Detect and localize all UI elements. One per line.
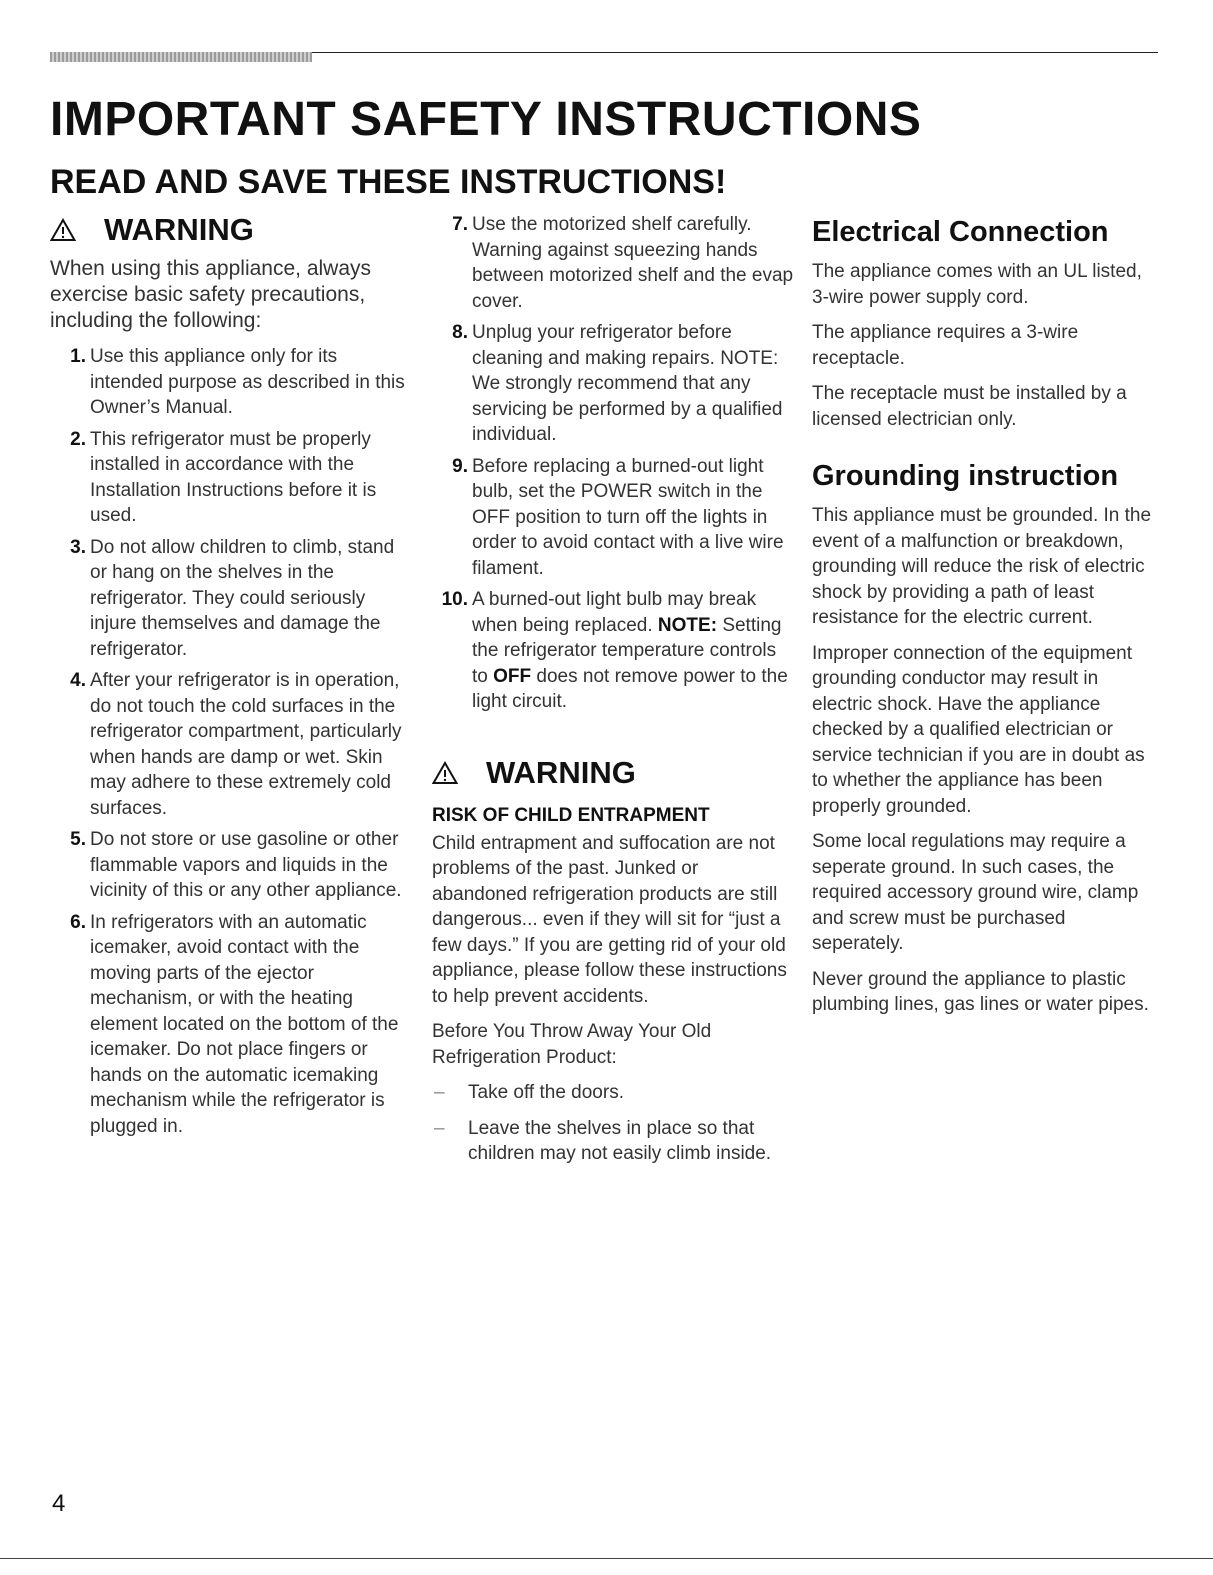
list-text: Do not store or use gasoline or other flammable vapors and liquids in the vicinity of this or any other appliance.	[90, 829, 402, 901]
column-right	[812, 212, 1162, 1028]
list-item	[50, 668, 412, 821]
list-text: Unplug your refrigerator before cleaning and making repairs. NOTE: We strongly recommend that any servicing be performed by a qualified individual.	[472, 322, 783, 445]
electrical-paragraph: The receptacle must be installed by a licensed electrician only.	[812, 383, 1127, 430]
safety-list-continued	[432, 212, 794, 715]
list-item	[432, 454, 794, 582]
note-label: NOTE:	[657, 614, 718, 636]
warning-triangle-icon	[50, 218, 82, 242]
entrapment-paragraph: Child entrapment and suffocation are not problems of the past. Junked or abandoned refrigeration products are still dangerous... even if they will sit for “just a few days.” If you are getting rid of your old appliance, please follow these instructions to help prevent accidents.	[432, 832, 787, 1007]
electrical-paragraph: The appliance comes with an UL listed, 3-wire power supply cord.	[812, 261, 1142, 308]
list-number: 1.	[70, 346, 86, 367]
list-number: 8.	[452, 322, 468, 343]
entrapment-steps	[432, 1080, 794, 1167]
off-label: OFF	[493, 665, 532, 687]
warning-label: WARNING	[486, 754, 636, 790]
warning-label: WARNING	[104, 212, 254, 247]
list-text: In refrigerators with an automatic icemaker, avoid contact with the moving parts of the ejector mechanism, or with the heating element located on the bottom of the icemaker. Do not place fingers or hands on the automatic icemaking mechanism while the refrigerator is plugged in.	[90, 911, 399, 1137]
list-number: 10.	[441, 589, 468, 610]
list-text: A burned-out light bulb may break when being replaced.	[472, 589, 757, 636]
list-number: 7.	[452, 214, 468, 235]
list-text: After your refrigerator is in operation, do not touch the cold surfaces in the refrigerator compartment, particularly when hands are damp or wet. Skin may adhere to these extremely cold surfaces.	[90, 670, 402, 819]
column-middle	[432, 212, 794, 1177]
list-text: Use this appliance only for its intended purpose as described in this Owner’s Manual.	[90, 346, 405, 418]
grounding-paragraph: Never ground the appliance to plastic plumbing lines, gas lines or water pipes.	[812, 968, 1149, 1015]
dash-bullet: –	[434, 1082, 445, 1103]
electrical-heading: Electrical Connection	[812, 216, 1109, 248]
list-item	[50, 910, 412, 1140]
risk-heading: RISK OF CHILD ENTRAPMENT	[432, 804, 710, 826]
footer-rule	[0, 1558, 1213, 1559]
page-title: IMPORTANT SAFETY INSTRUCTIONS	[50, 93, 922, 146]
page-subtitle: READ AND SAVE THESE INSTRUCTIONS!	[50, 163, 727, 201]
grounding-paragraph: Some local regulations may require a seperate ground. In such cases, the required accessory ground wire, clamp and screw must be purchased seperately.	[812, 831, 1139, 954]
list-item	[50, 827, 412, 904]
warning-triangle-icon	[432, 761, 464, 785]
grounding-paragraph: Improper connection of the equipment grounding conductor may result in electric shock. Have the appliance checked by a qualified electrician or service technician if you are in doubt as to whether the appliance has been properly grounded.	[812, 642, 1145, 817]
before-you-throw-away: Before You Throw Away Your Old Refrigeration Product:	[432, 1021, 712, 1068]
list-number: 3.	[70, 536, 86, 558]
list-item	[50, 427, 412, 529]
page-number: 4	[52, 1490, 66, 1517]
list-item	[50, 344, 412, 421]
list-text: Take off the doors.	[468, 1082, 624, 1103]
list-text: does not remove power to the light circuit.	[472, 665, 788, 712]
list-number: 4.	[70, 670, 86, 691]
safety-list	[50, 344, 412, 1139]
list-item	[50, 535, 412, 663]
warning-heading	[50, 212, 412, 248]
warning-entrapment-section	[432, 755, 794, 1167]
list-text: Do not allow children to climb, stand or hang on the shelves in the refrigerator. They could seriously injure themselves and damage the refrigerator.	[90, 536, 395, 660]
list-item	[432, 320, 794, 448]
list-item	[432, 212, 794, 314]
list-number: 6.	[70, 911, 86, 933]
column-left	[50, 212, 412, 1145]
electrical-paragraph: The appliance requires a 3-wire receptacle.	[812, 322, 1079, 369]
header-shaded-bar	[50, 52, 312, 62]
list-text: Before replacing a burned-out light bulb, set the POWER switch in the OFF position to turn off the lights in order to avoid contact with a live wire filament.	[472, 455, 784, 579]
list-number: 5.	[70, 829, 86, 850]
list-text: Leave the shelves in place so that children may not easily climb inside.	[468, 1117, 772, 1164]
list-number: 9.	[452, 455, 468, 477]
warning-heading	[432, 755, 794, 791]
dash-bullet: –	[434, 1117, 445, 1139]
list-item	[432, 1080, 794, 1106]
warning-intro: When using this appliance, always exercise basic safety precautions, including the following:	[50, 257, 372, 332]
list-item	[432, 587, 794, 715]
list-number: 2.	[70, 428, 86, 450]
list-text: This refrigerator must be properly installed in accordance with the Installation Instructions before it is used.	[90, 428, 377, 526]
grounding-paragraph: This appliance must be grounded. In the event of a malfunction or breakdown, grounding will reduce the risk of electric shock by providing a path of least resistance for the electric current.	[812, 505, 1152, 628]
list-text: Setting the refrigerator temperature controls to	[472, 614, 782, 687]
grounding-heading: Grounding instruction	[812, 460, 1119, 492]
list-item	[432, 1116, 794, 1167]
list-text: Use the motorized shelf carefully. Warning against squeezing hands between motorized shelf and the evap cover.	[472, 214, 794, 312]
